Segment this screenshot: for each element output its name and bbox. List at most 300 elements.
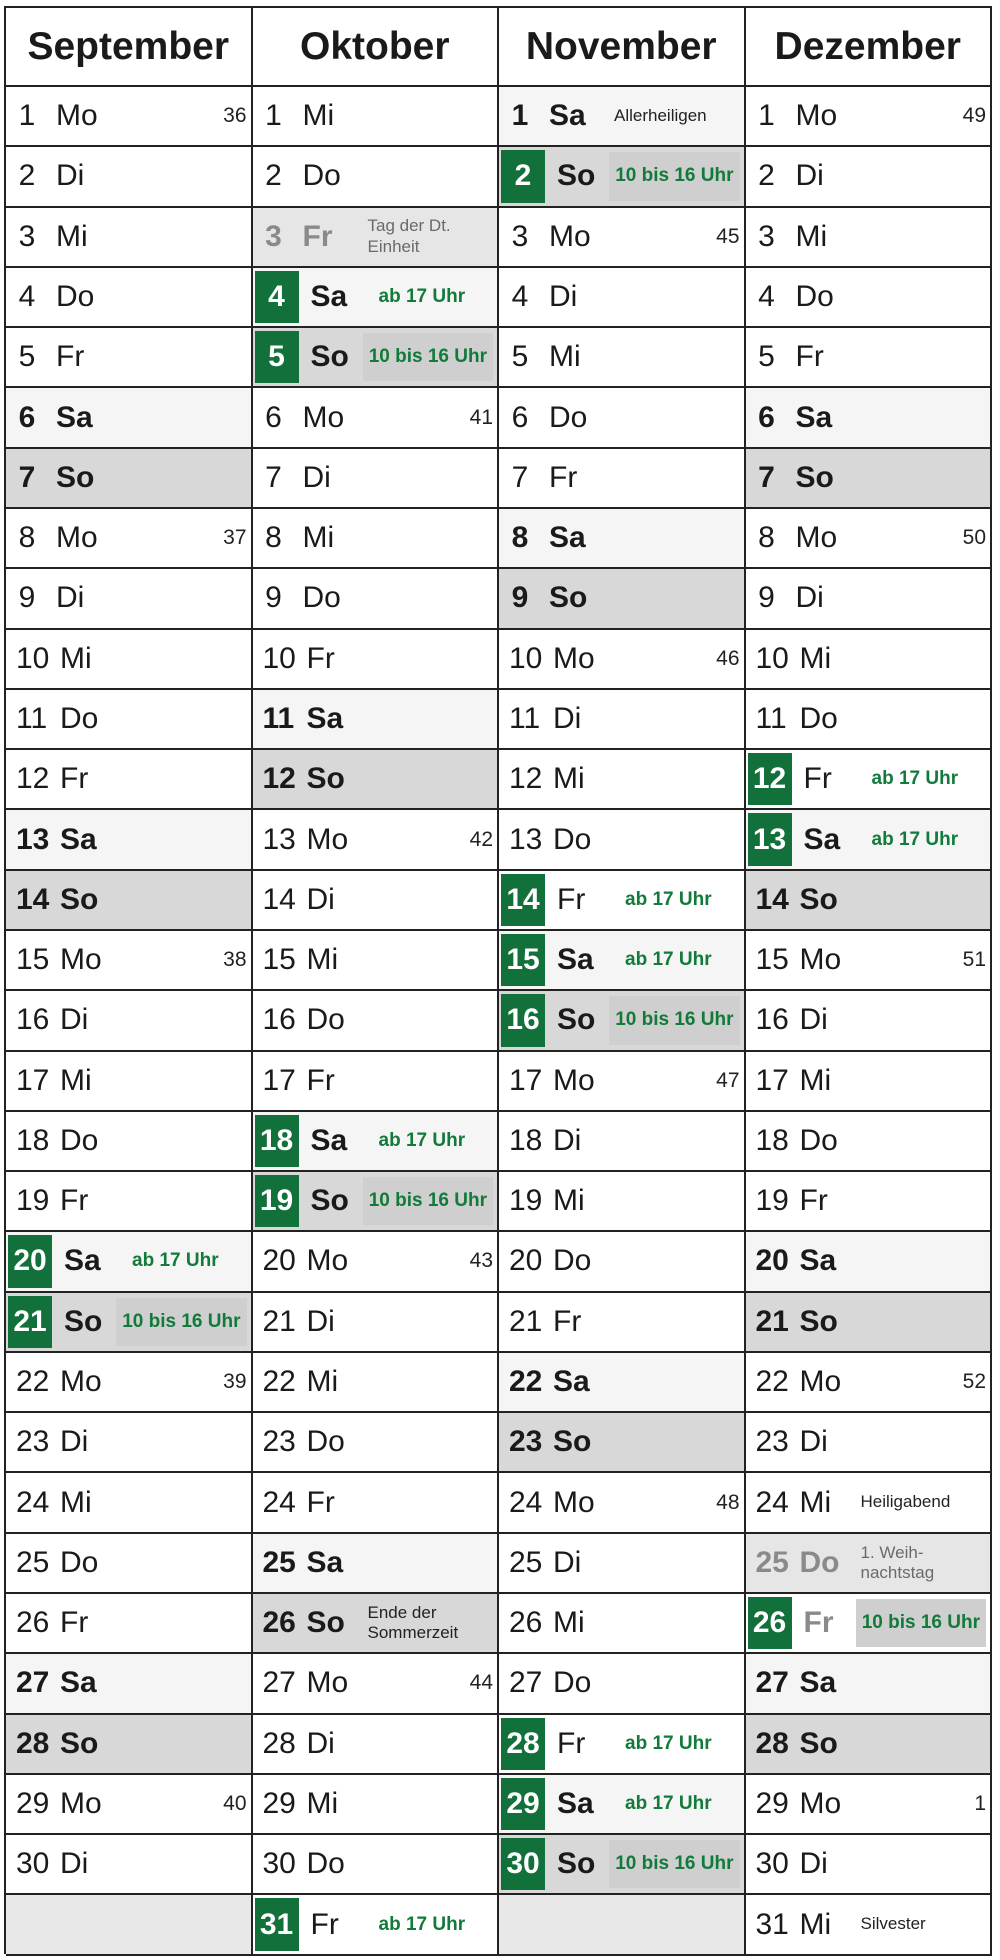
- weekday-label: Sa: [60, 822, 97, 856]
- weekday-label: So: [557, 1847, 596, 1881]
- day-cell: [253, 1835, 500, 1895]
- day-number: 17: [755, 1063, 789, 1097]
- day-number: 30: [16, 1847, 50, 1881]
- day-number: 8: [511, 521, 529, 555]
- day-number: 16: [262, 1003, 296, 1037]
- weekday-label: Di: [553, 1545, 582, 1579]
- day-number: 19: [255, 1175, 299, 1227]
- weekday-label: Sa: [795, 400, 833, 434]
- day-cell: [499, 388, 746, 448]
- weekday-label: Fr: [56, 340, 85, 374]
- weekday-label: So: [799, 1304, 838, 1338]
- week-number: 51: [962, 948, 986, 972]
- day-cell: [253, 1172, 500, 1232]
- day-cell: [499, 1715, 746, 1775]
- day-number: 14: [755, 882, 789, 916]
- weekday-label: Sa: [553, 1365, 590, 1399]
- day-number: 24: [262, 1485, 296, 1519]
- day-number: 7: [758, 460, 775, 494]
- weekday-label: Fr: [803, 1606, 834, 1640]
- weekday-label: Mi: [799, 1063, 832, 1097]
- day-cell: [253, 1715, 500, 1775]
- event-time-badge: ab 17 Uhr: [871, 768, 959, 790]
- day-cell: [499, 1835, 746, 1895]
- month-header: Dezember: [746, 8, 993, 87]
- day-cell: [6, 1293, 253, 1353]
- day-cell: [6, 449, 253, 509]
- weekday-label: Sa: [549, 521, 586, 555]
- day-cell: [746, 810, 993, 870]
- day-cell: [6, 1052, 253, 1112]
- weekday-label: Di: [302, 460, 331, 494]
- day-number: 28: [262, 1726, 296, 1760]
- day-number: 27: [262, 1666, 296, 1700]
- weekday-label: Di: [553, 701, 582, 735]
- day-cell: [499, 87, 746, 147]
- weekday-label: Mi: [553, 1606, 585, 1640]
- day-cell: [6, 1594, 253, 1654]
- day-cell: [253, 1052, 500, 1112]
- day-cell: [499, 1112, 746, 1172]
- weekday-label: Fr: [60, 1184, 89, 1218]
- day-cell: [6, 328, 253, 388]
- weekday-label: Mi: [799, 1485, 832, 1519]
- day-number: 10: [16, 641, 50, 675]
- day-number: 25: [16, 1545, 50, 1579]
- empty-cell: [6, 1895, 253, 1955]
- day-number: 8: [265, 521, 282, 555]
- weekday-label: Sa: [799, 1666, 837, 1700]
- day-number: 14: [16, 882, 50, 916]
- week-number: 47: [716, 1068, 740, 1092]
- weekday-label: Do: [799, 1545, 840, 1579]
- weekday-label: Do: [60, 1123, 99, 1157]
- weekday-label: Sa: [803, 822, 841, 856]
- day-cell: [6, 630, 253, 690]
- day-cell: [253, 1232, 500, 1292]
- day-cell: [6, 268, 253, 328]
- weekday-label: Di: [799, 1847, 828, 1881]
- day-number: 26: [509, 1606, 543, 1640]
- day-number: 8: [758, 521, 775, 555]
- day-number: 31: [255, 1898, 299, 1950]
- day-cell: [499, 1775, 746, 1835]
- weekday-label: Di: [799, 1425, 828, 1459]
- weekday-label: Mo: [306, 822, 349, 856]
- day-number: 3: [18, 219, 36, 253]
- day-cell: [6, 569, 253, 629]
- day-cell: [6, 87, 253, 147]
- day-number: 30: [755, 1847, 789, 1881]
- holiday-note: Silvester: [860, 1914, 926, 1934]
- event-time-badge: ab 17 Uhr: [625, 1793, 712, 1815]
- day-number: 12: [16, 762, 50, 796]
- week-number: 42: [469, 827, 493, 851]
- weekday-label: Fr: [306, 641, 335, 675]
- day-number: 12: [748, 753, 792, 805]
- event-time-badge: ab 17 Uhr: [625, 949, 712, 971]
- day-cell: [746, 147, 993, 207]
- week-number: 48: [716, 1490, 740, 1514]
- day-cell: [6, 1232, 253, 1292]
- weekday-label: Do: [60, 701, 99, 735]
- day-cell: [6, 147, 253, 207]
- weekday-label: Di: [306, 882, 335, 916]
- weekday-label: Sa: [799, 1244, 837, 1278]
- day-cell: [746, 991, 993, 1051]
- week-number: 38: [223, 948, 247, 972]
- day-number: 30: [501, 1838, 545, 1890]
- weekday-label: Do: [799, 701, 838, 735]
- day-cell: [499, 810, 746, 870]
- weekday-label: So: [56, 460, 95, 494]
- day-cell: [499, 268, 746, 328]
- weekday-label: Mo: [553, 1485, 595, 1519]
- weekday-label: Sa: [557, 1787, 594, 1821]
- day-cell: [746, 208, 993, 268]
- day-cell: [499, 509, 746, 569]
- weekday-label: Do: [553, 822, 592, 856]
- day-number: 22: [16, 1365, 50, 1399]
- day-cell: [253, 509, 500, 569]
- day-cell: [499, 1413, 746, 1473]
- weekday-label: Mi: [553, 762, 585, 796]
- day-number: 6: [758, 400, 775, 434]
- event-time-badge: ab 17 Uhr: [132, 1250, 219, 1272]
- weekday-label: Sa: [549, 99, 586, 133]
- day-number: 2: [265, 159, 282, 193]
- day-cell: [499, 1293, 746, 1353]
- day-cell: [746, 388, 993, 448]
- weekday-label: Mi: [553, 1184, 585, 1218]
- weekday-label: Fr: [302, 219, 333, 253]
- weekday-label: Di: [60, 1847, 89, 1881]
- day-number: 9: [511, 581, 529, 615]
- day-cell: [253, 1654, 500, 1714]
- day-number: 16: [501, 994, 545, 1046]
- weekday-label: Mo: [56, 99, 98, 133]
- weekday-label: Do: [306, 1425, 345, 1459]
- weekday-label: Mi: [799, 1907, 832, 1941]
- weekday-label: Do: [302, 159, 341, 193]
- day-number: 11: [509, 701, 541, 735]
- day-number: 12: [509, 762, 543, 796]
- weekday-label: Mo: [795, 99, 838, 133]
- day-cell: [746, 449, 993, 509]
- day-cell: [6, 991, 253, 1051]
- weekday-label: Do: [60, 1545, 99, 1579]
- day-number: 20: [262, 1244, 296, 1278]
- day-number: 1: [511, 99, 529, 133]
- weekday-label: So: [799, 1726, 838, 1760]
- week-number: 39: [223, 1370, 247, 1394]
- event-time-badge: ab 17 Uhr: [378, 1129, 466, 1151]
- week-number: 40: [223, 1792, 247, 1816]
- weekday-label: Sa: [60, 1666, 97, 1700]
- weekday-label: Sa: [306, 1545, 344, 1579]
- day-cell: [253, 1112, 500, 1172]
- day-number: 6: [265, 400, 282, 434]
- day-number: 3: [511, 219, 529, 253]
- event-time-badge: 10 bis 16 Uhr: [609, 152, 739, 200]
- day-cell: [746, 871, 993, 931]
- day-number: 9: [18, 581, 36, 615]
- day-cell: [499, 991, 746, 1051]
- day-number: 15: [16, 943, 50, 977]
- day-cell: [253, 1895, 500, 1955]
- day-cell: [499, 750, 746, 810]
- day-number: 10: [509, 641, 543, 675]
- weekday-label: Mo: [553, 641, 595, 675]
- day-number: 26: [16, 1606, 50, 1640]
- weekday-label: Sa: [557, 943, 594, 977]
- day-number: 24: [16, 1485, 50, 1519]
- day-cell: [746, 690, 993, 750]
- day-number: 15: [755, 943, 789, 977]
- day-number: 10: [262, 641, 296, 675]
- day-number: 1: [18, 99, 36, 133]
- day-cell: [499, 208, 746, 268]
- event-time-badge: 10 bis 16 Uhr: [856, 1599, 986, 1647]
- weekday-label: Mo: [60, 1787, 102, 1821]
- weekday-label: Di: [553, 1123, 582, 1157]
- day-cell: [499, 1172, 746, 1232]
- day-number: 13: [748, 813, 792, 865]
- day-cell: [746, 1534, 993, 1594]
- day-number: 24: [755, 1485, 789, 1519]
- day-number: 22: [755, 1365, 789, 1399]
- day-number: 12: [262, 762, 296, 796]
- day-cell: [746, 569, 993, 629]
- weekday-label: Di: [799, 1003, 828, 1037]
- weekday-label: Do: [306, 1847, 345, 1881]
- day-number: 19: [755, 1184, 789, 1218]
- week-number: 45: [716, 224, 740, 248]
- day-cell: [6, 1775, 253, 1835]
- weekday-label: Do: [553, 1244, 592, 1278]
- day-number: 23: [755, 1425, 789, 1459]
- day-number: 10: [755, 641, 789, 675]
- week-number: 43: [469, 1249, 493, 1273]
- day-cell: [6, 1534, 253, 1594]
- week-number: 1: [974, 1792, 986, 1816]
- day-number: 2: [758, 159, 775, 193]
- weekday-label: Mo: [795, 521, 838, 555]
- day-number: 13: [262, 822, 296, 856]
- weekday-label: Mo: [60, 943, 102, 977]
- day-cell: [253, 1775, 500, 1835]
- week-number: 37: [223, 526, 247, 550]
- weekday-label: Fr: [557, 882, 586, 916]
- day-cell: [499, 569, 746, 629]
- week-number: 52: [962, 1370, 986, 1394]
- day-cell: [746, 1052, 993, 1112]
- day-cell: [6, 509, 253, 569]
- day-cell: [499, 931, 746, 991]
- day-number: 23: [509, 1425, 543, 1459]
- weekday-label: Do: [549, 400, 588, 434]
- event-time-badge: ab 17 Uhr: [625, 888, 712, 910]
- day-number: 14: [262, 882, 296, 916]
- weekday-label: Di: [306, 1304, 335, 1338]
- day-number: 30: [262, 1847, 296, 1881]
- day-cell: [6, 810, 253, 870]
- day-cell: [746, 1715, 993, 1775]
- day-number: 25: [509, 1545, 543, 1579]
- day-number: 29: [16, 1787, 50, 1821]
- weekday-label: So: [306, 1606, 345, 1640]
- day-number: 4: [255, 271, 299, 323]
- day-number: 14: [501, 874, 545, 926]
- weekday-label: Fr: [557, 1726, 586, 1760]
- day-cell: [253, 449, 500, 509]
- weekday-label: Di: [56, 159, 85, 193]
- day-cell: [499, 328, 746, 388]
- weekday-label: So: [64, 1304, 103, 1338]
- day-cell: [746, 87, 993, 147]
- day-number: 13: [16, 822, 50, 856]
- day-cell: [6, 1473, 253, 1533]
- weekday-label: Mo: [553, 1063, 595, 1097]
- weekday-label: Fr: [310, 1907, 339, 1941]
- day-number: 17: [509, 1063, 543, 1097]
- weekday-label: Mi: [306, 943, 339, 977]
- week-number: 36: [223, 104, 247, 128]
- weekday-label: So: [795, 460, 834, 494]
- day-cell: [746, 1112, 993, 1172]
- weekday-label: Mi: [60, 1063, 92, 1097]
- day-number: 31: [755, 1907, 789, 1941]
- week-number: 41: [469, 405, 493, 429]
- day-cell: [253, 328, 500, 388]
- weekday-label: Fr: [60, 1606, 89, 1640]
- day-cell: [253, 750, 500, 810]
- weekday-label: Do: [56, 279, 95, 313]
- day-cell: [746, 1172, 993, 1232]
- day-cell: [746, 931, 993, 991]
- day-cell: [499, 1353, 746, 1413]
- day-cell: [746, 1413, 993, 1473]
- weekday-label: Di: [56, 581, 85, 615]
- day-number: 15: [262, 943, 296, 977]
- event-time-badge: 10 bis 16 Uhr: [609, 1840, 739, 1888]
- event-time-badge: 10 bis 16 Uhr: [609, 996, 739, 1044]
- day-cell: [6, 1353, 253, 1413]
- day-number: 19: [509, 1184, 543, 1218]
- weekday-label: So: [553, 1425, 592, 1459]
- day-number: 6: [18, 400, 36, 434]
- day-number: 29: [755, 1787, 789, 1821]
- day-number: 22: [262, 1365, 296, 1399]
- day-number: 18: [255, 1115, 299, 1167]
- day-cell: [746, 509, 993, 569]
- day-cell: [499, 1473, 746, 1533]
- weekday-label: Do: [795, 279, 834, 313]
- weekday-label: Mo: [799, 1787, 842, 1821]
- weekday-label: Fr: [306, 1063, 335, 1097]
- day-cell: [746, 630, 993, 690]
- weekday-label: Mi: [306, 1787, 339, 1821]
- day-number: 3: [758, 219, 775, 253]
- day-cell: [6, 1654, 253, 1714]
- day-cell: [746, 1775, 993, 1835]
- day-cell: [499, 1594, 746, 1654]
- event-time-badge: 10 bis 16 Uhr: [363, 1177, 493, 1225]
- day-cell: [499, 871, 746, 931]
- week-number: 44: [469, 1671, 493, 1695]
- day-number: 1: [265, 99, 282, 133]
- weekday-label: Di: [795, 159, 824, 193]
- day-number: 5: [511, 340, 529, 374]
- day-cell: [746, 750, 993, 810]
- weekday-label: So: [310, 1184, 349, 1218]
- day-cell: [253, 991, 500, 1051]
- day-cell: [746, 1293, 993, 1353]
- day-number: 26: [748, 1597, 792, 1649]
- day-cell: [253, 871, 500, 931]
- weekday-label: Fr: [799, 1184, 828, 1218]
- day-number: 19: [16, 1184, 50, 1218]
- day-cell: [253, 268, 500, 328]
- day-number: 4: [511, 279, 529, 313]
- day-cell: [746, 328, 993, 388]
- day-cell: [499, 147, 746, 207]
- day-number: 11: [16, 701, 48, 735]
- week-number: 49: [962, 104, 986, 128]
- week-number: 46: [716, 646, 740, 670]
- day-cell: [253, 630, 500, 690]
- day-cell: [746, 1654, 993, 1714]
- day-cell: [253, 1353, 500, 1413]
- day-number: 5: [18, 340, 36, 374]
- day-cell: [499, 1232, 746, 1292]
- holiday-note: Heiligabend: [860, 1492, 951, 1512]
- day-number: 21: [262, 1304, 296, 1338]
- weekday-label: Mi: [302, 99, 335, 133]
- month-header: Oktober: [253, 8, 500, 87]
- day-cell: [253, 1594, 500, 1654]
- day-number: 25: [262, 1545, 296, 1579]
- weekday-label: Mo: [302, 400, 345, 434]
- weekday-label: Mi: [56, 219, 88, 253]
- weekday-label: Di: [306, 1726, 335, 1760]
- weekday-label: Mo: [549, 219, 591, 253]
- day-number: 27: [509, 1666, 543, 1700]
- day-cell: [253, 690, 500, 750]
- day-number: 21: [509, 1304, 543, 1338]
- day-cell: [6, 208, 253, 268]
- weekday-label: Fr: [553, 1304, 582, 1338]
- event-time-badge: ab 17 Uhr: [625, 1732, 712, 1754]
- weekday-label: So: [60, 1726, 99, 1760]
- weekday-label: Sa: [310, 279, 348, 313]
- day-cell: [6, 1112, 253, 1172]
- day-number: 20: [755, 1244, 789, 1278]
- day-cell: [253, 388, 500, 448]
- weekday-label: Fr: [795, 340, 824, 374]
- day-cell: [253, 1293, 500, 1353]
- day-number: 26: [262, 1606, 296, 1640]
- day-number: 22: [509, 1365, 543, 1399]
- day-cell: [253, 208, 500, 268]
- weekday-label: Fr: [306, 1485, 335, 1519]
- weekday-label: Di: [795, 581, 824, 615]
- day-cell: [6, 1413, 253, 1473]
- weekday-label: So: [557, 159, 596, 193]
- weekday-label: Mo: [306, 1666, 349, 1700]
- day-cell: [253, 87, 500, 147]
- weekday-label: Mo: [60, 1365, 102, 1399]
